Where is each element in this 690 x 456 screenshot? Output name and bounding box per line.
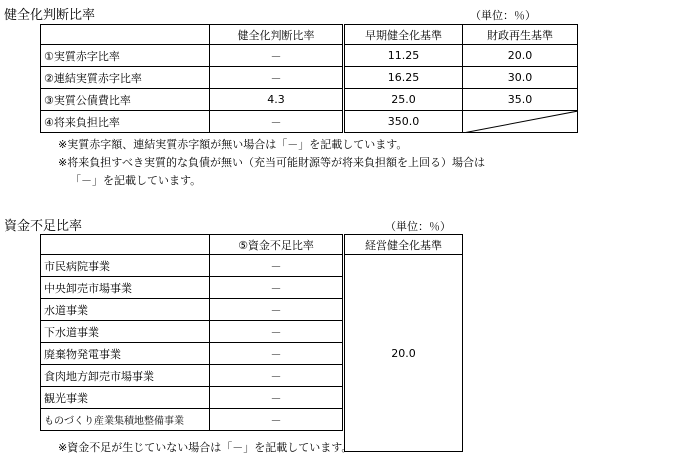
fund-row-label: 食肉地方卸売市場事業 — [41, 365, 210, 387]
fund-row-ratio: － — [210, 365, 343, 387]
table-row — [41, 409, 343, 431]
health-row-ratio: 4.3 — [210, 89, 343, 111]
health-row-early: 25.0 — [345, 89, 463, 111]
health-note-2: ※将来負担すべき実質的な負債が無い（充当可能財源等が将来負担額を上回る）場合は — [58, 156, 485, 169]
table-row — [41, 321, 343, 343]
table-row — [41, 343, 343, 365]
fund-section-title: 資金不足比率 — [4, 219, 83, 234]
health-section-title: 健全化判断比率 — [4, 8, 96, 23]
health-ratio-table — [40, 24, 343, 133]
health-row-label: ①実質赤字比率 — [41, 45, 210, 67]
health-row-rebuild: 30.0 — [463, 67, 578, 89]
health-row-rebuild: 20.0 — [463, 45, 578, 67]
table-row — [41, 299, 343, 321]
fund-unit-label: （単位：％） — [385, 220, 451, 233]
fund-row-label: 廃棄物発電事業 — [41, 343, 210, 365]
fund-row-label: ものづくり産業集積地整備事業 — [41, 409, 210, 431]
health-row-label: ②連結実質赤字比率 — [41, 67, 210, 89]
fund-row-label: 市民病院事業 — [41, 255, 210, 277]
health-row-early: 11.25 — [345, 45, 463, 67]
fund-standard-value: 20.0 — [345, 255, 463, 452]
table-row — [345, 45, 578, 67]
fund-row-label: 水道事業 — [41, 299, 210, 321]
table-row — [41, 111, 343, 133]
health-row-early: 16.25 — [345, 67, 463, 89]
diagonal-slash — [463, 111, 578, 133]
health-row-ratio: － — [210, 111, 343, 133]
fund-header-blank — [41, 235, 210, 255]
fund-standard-table — [344, 234, 463, 452]
table-row — [41, 277, 343, 299]
fund-note: ※資金不足が生じていない場合は「－」を記載しています。 — [58, 441, 353, 454]
table-row — [41, 45, 343, 67]
table-row — [41, 365, 343, 387]
fund-row-ratio: － — [210, 387, 343, 409]
health-note-1: ※実質赤字額、連結実質赤字額が無い場合は「－」を記載しています。 — [58, 138, 408, 151]
fund-row-label: 中央卸売市場事業 — [41, 277, 210, 299]
health-row-rebuild-na — [463, 111, 578, 133]
table-row — [41, 387, 343, 409]
fund-row-ratio: － — [210, 343, 343, 365]
health-unit-label: （単位：％） — [470, 9, 536, 22]
health-row-early: 350.0 — [345, 111, 463, 133]
fund-row-ratio: － — [210, 255, 343, 277]
health-note-3: 「－」を記載しています。 — [70, 174, 202, 187]
health-header-rebuild: 財政再生基準 — [463, 25, 578, 45]
table-row — [41, 67, 343, 89]
health-standard-table — [344, 24, 578, 133]
fund-row-ratio: － — [210, 409, 343, 431]
health-row-rebuild: 35.0 — [463, 89, 578, 111]
table-row — [345, 89, 578, 111]
fund-row-label: 観光事業 — [41, 387, 210, 409]
fund-row-ratio: － — [210, 299, 343, 321]
health-row-ratio: － — [210, 67, 343, 89]
health-row-label: ③実質公債費比率 — [41, 89, 210, 111]
table-row — [41, 89, 343, 111]
fund-header-ratio: ⑤資金不足比率 — [210, 235, 343, 255]
fund-row-ratio: － — [210, 277, 343, 299]
health-header-blank — [41, 25, 210, 45]
fund-ratio-table — [40, 234, 343, 431]
table-row — [41, 255, 343, 277]
health-header-early: 早期健全化基準 — [345, 25, 463, 45]
health-row-label: ④将来負担比率 — [41, 111, 210, 133]
health-header-ratio: 健全化判断比率 — [210, 25, 343, 45]
table-row — [345, 67, 578, 89]
table-row — [345, 111, 578, 133]
fund-row-ratio: － — [210, 321, 343, 343]
fund-header-standard: 経営健全化基準 — [345, 235, 463, 255]
fund-row-label: 下水道事業 — [41, 321, 210, 343]
health-row-ratio: － — [210, 45, 343, 67]
